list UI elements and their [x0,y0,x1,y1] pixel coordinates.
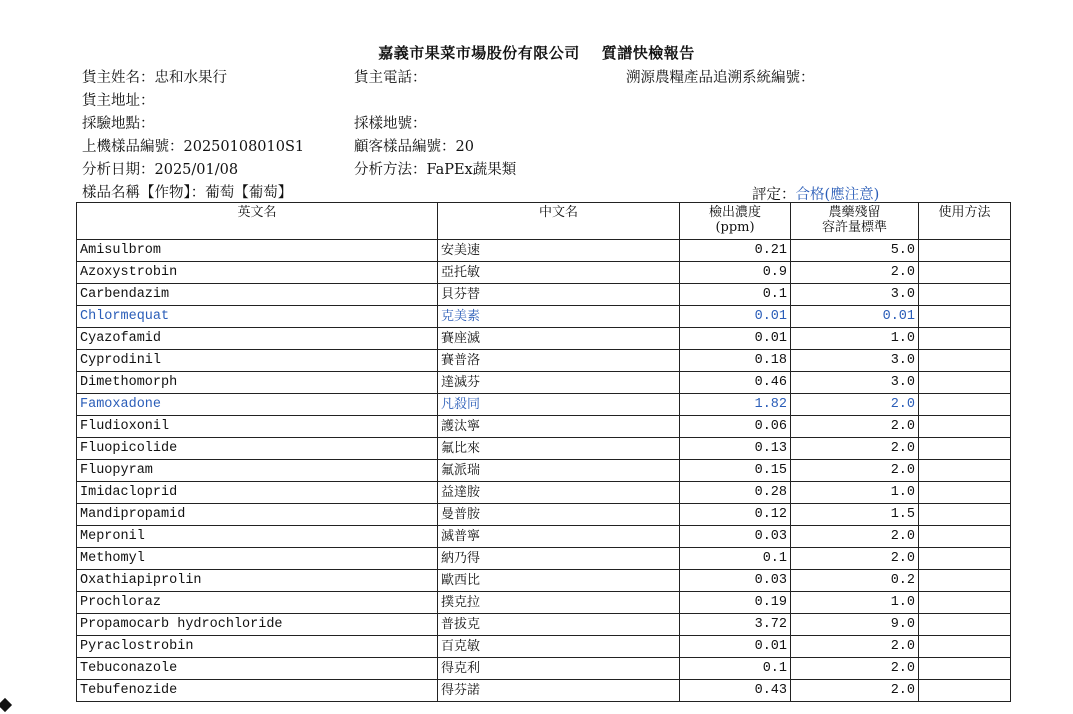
header-mrl-line1: 農藥殘留 [828,205,881,220]
table-row [77,328,1011,350]
cell-english-name: Mepronil [77,526,438,548]
cell-mrl: 2.0 [791,438,919,460]
cell-english-name: Azoxystrobin [77,262,438,284]
cell-usage [919,328,1011,350]
cell-concentration: 0.13 [680,438,791,460]
cell-mrl: 3.0 [791,350,919,372]
cell-chinese-name: 得克利 [438,658,680,680]
analysis-method: 分析方法：FaPEx蔬果類 [354,162,517,178]
cell-english-name: Tebufenozide [77,680,438,702]
table-row [77,592,1011,614]
cell-concentration: 0.9 [680,262,791,284]
cell-mrl: 1.5 [791,504,919,526]
report-title [0,42,1073,63]
table-row [77,680,1011,702]
cell-english-name: Chlormequat [77,306,438,328]
analysis-date: 分析日期：2025/01/08 [82,162,239,178]
cell-concentration: 0.06 [680,416,791,438]
cell-chinese-name: 凡殺同 [438,394,680,416]
cell-usage [919,680,1011,702]
cell-concentration: 0.1 [680,658,791,680]
cell-usage [919,570,1011,592]
cell-mrl: 2.0 [791,680,919,702]
cell-mrl: 0.2 [791,570,919,592]
cell-usage [919,306,1011,328]
rating-value: 合格(應注意) [795,187,880,203]
cell-mrl: 1.0 [791,592,919,614]
header-concentration-line1: 檢出濃度 [708,205,761,220]
table-row [77,284,1011,306]
cell-usage [919,614,1011,636]
cell-english-name: Methomyl [77,548,438,570]
header-concentration-line2: (ppm) [715,220,755,235]
cell-concentration: 0.12 [680,504,791,526]
cell-chinese-name: 護汰寧 [438,416,680,438]
cell-concentration: 0.15 [680,460,791,482]
sample-name: 樣品名稱【作物】：葡萄【葡萄】 [82,185,293,201]
scan-corner-mark [0,698,12,712]
cell-mrl: 0.01 [791,306,919,328]
cell-concentration: 1.82 [680,394,791,416]
cell-mrl: 2.0 [791,394,919,416]
cell-english-name: Pyraclostrobin [77,636,438,658]
cell-english-name: Propamocarb hydrochloride [77,614,438,636]
cell-mrl: 2.0 [791,416,919,438]
cell-mrl: 9.0 [791,614,919,636]
cell-english-name: Amisulbrom [77,240,438,262]
header-english-name: 英文名 [77,203,438,240]
cell-chinese-name: 亞托敏 [438,262,680,284]
sample-lot: 採樣地號： [354,116,427,132]
table-row [77,438,1011,460]
cell-concentration: 0.01 [680,328,791,350]
cell-mrl: 2.0 [791,262,919,284]
table-body [77,240,1011,702]
header-chinese-name: 中文名 [438,203,680,240]
cell-mrl: 5.0 [791,240,919,262]
cell-usage [919,262,1011,284]
cell-mrl: 2.0 [791,460,919,482]
cell-chinese-name: 克美素 [438,306,680,328]
cell-concentration: 0.43 [680,680,791,702]
header-concentration [680,203,791,240]
cell-english-name: Famoxadone [77,394,438,416]
cell-mrl: 2.0 [791,526,919,548]
machine-sample-number: 上機樣品編號：20250108010S1 [82,139,305,155]
cell-concentration: 0.1 [680,548,791,570]
customer-sample-number: 顧客樣品編號：20 [354,139,474,155]
cell-usage [919,284,1011,306]
cell-usage [919,548,1011,570]
cell-concentration: 0.01 [680,306,791,328]
cell-chinese-name: 達滅芬 [438,372,680,394]
cell-usage [919,372,1011,394]
cell-english-name: Oxathiapiprolin [77,570,438,592]
inspect-place: 採驗地點： [82,116,155,132]
cell-chinese-name: 安美速 [438,240,680,262]
table-row [77,350,1011,372]
header-mrl-line2: 容許量標準 [821,220,887,235]
table-row [77,504,1011,526]
cell-usage [919,482,1011,504]
cell-english-name: Dimethomorph [77,372,438,394]
header-mrl [791,203,919,240]
cell-mrl: 1.0 [791,328,919,350]
table-row [77,460,1011,482]
rating [752,183,879,204]
table-row [77,372,1011,394]
cell-chinese-name: 氟派瑞 [438,460,680,482]
owner-phone: 貨主電話： [354,70,427,86]
cell-usage [919,394,1011,416]
table-row [77,394,1011,416]
cell-english-name: Mandipropamid [77,504,438,526]
cell-concentration: 0.03 [680,526,791,548]
rating-label: 評定： [752,187,796,203]
owner-name: 貨主姓名：忠和水果行 [82,70,227,86]
cell-concentration: 0.28 [680,482,791,504]
table-row [77,526,1011,548]
cell-mrl: 2.0 [791,636,919,658]
table-row [77,416,1011,438]
cell-chinese-name: 納乃得 [438,548,680,570]
cell-usage [919,460,1011,482]
pesticide-table [76,202,1011,702]
cell-english-name: Fluopyram [77,460,438,482]
cell-usage [919,240,1011,262]
cell-english-name: Carbendazim [77,284,438,306]
cell-chinese-name: 普拔克 [438,614,680,636]
cell-chinese-name: 百克敏 [438,636,680,658]
cell-english-name: Tebuconazole [77,658,438,680]
cell-chinese-name: 氟比來 [438,438,680,460]
cell-english-name: Cyazofamid [77,328,438,350]
cell-english-name: Fludioxonil [77,416,438,438]
cell-usage [919,526,1011,548]
cell-concentration: 0.1 [680,284,791,306]
cell-concentration: 0.19 [680,592,791,614]
report-type: 質譜快檢報告 [601,44,695,62]
cell-usage [919,636,1011,658]
company-name: 嘉義市果菜市場股份有限公司 [378,44,580,62]
cell-english-name: Imidacloprid [77,482,438,504]
cell-mrl: 3.0 [791,372,919,394]
table-row [77,240,1011,262]
table-row [77,482,1011,504]
cell-concentration: 0.01 [680,636,791,658]
trace-number: 溯源農糧產品追溯系統編號： [626,70,815,86]
cell-usage [919,350,1011,372]
cell-chinese-name: 滅普寧 [438,526,680,548]
cell-chinese-name: 撲克拉 [438,592,680,614]
table-row [77,262,1011,284]
cell-english-name: Cyprodinil [77,350,438,372]
cell-mrl: 1.0 [791,482,919,504]
cell-chinese-name: 賽普洛 [438,350,680,372]
cell-chinese-name: 賽座滅 [438,328,680,350]
table-row [77,658,1011,680]
cell-usage [919,658,1011,680]
table-header-row [77,203,1011,240]
header-usage: 使用方法 [919,203,1011,240]
table-row [77,570,1011,592]
cell-usage [919,504,1011,526]
cell-usage [919,438,1011,460]
cell-mrl: 3.0 [791,284,919,306]
cell-concentration: 0.18 [680,350,791,372]
table-row [77,548,1011,570]
cell-usage [919,416,1011,438]
cell-mrl: 2.0 [791,548,919,570]
cell-concentration: 0.03 [680,570,791,592]
cell-english-name: Prochloraz [77,592,438,614]
cell-chinese-name: 益達胺 [438,482,680,504]
cell-usage [919,592,1011,614]
cell-chinese-name: 曼普胺 [438,504,680,526]
cell-concentration: 0.46 [680,372,791,394]
cell-concentration: 0.21 [680,240,791,262]
cell-chinese-name: 得芬諾 [438,680,680,702]
cell-mrl: 2.0 [791,658,919,680]
cell-concentration: 3.72 [680,614,791,636]
cell-chinese-name: 歐西比 [438,570,680,592]
table-row [77,306,1011,328]
owner-address: 貨主地址： [82,93,155,109]
cell-chinese-name: 貝芬替 [438,284,680,306]
table-row [77,614,1011,636]
cell-english-name: Fluopicolide [77,438,438,460]
table-row [77,636,1011,658]
